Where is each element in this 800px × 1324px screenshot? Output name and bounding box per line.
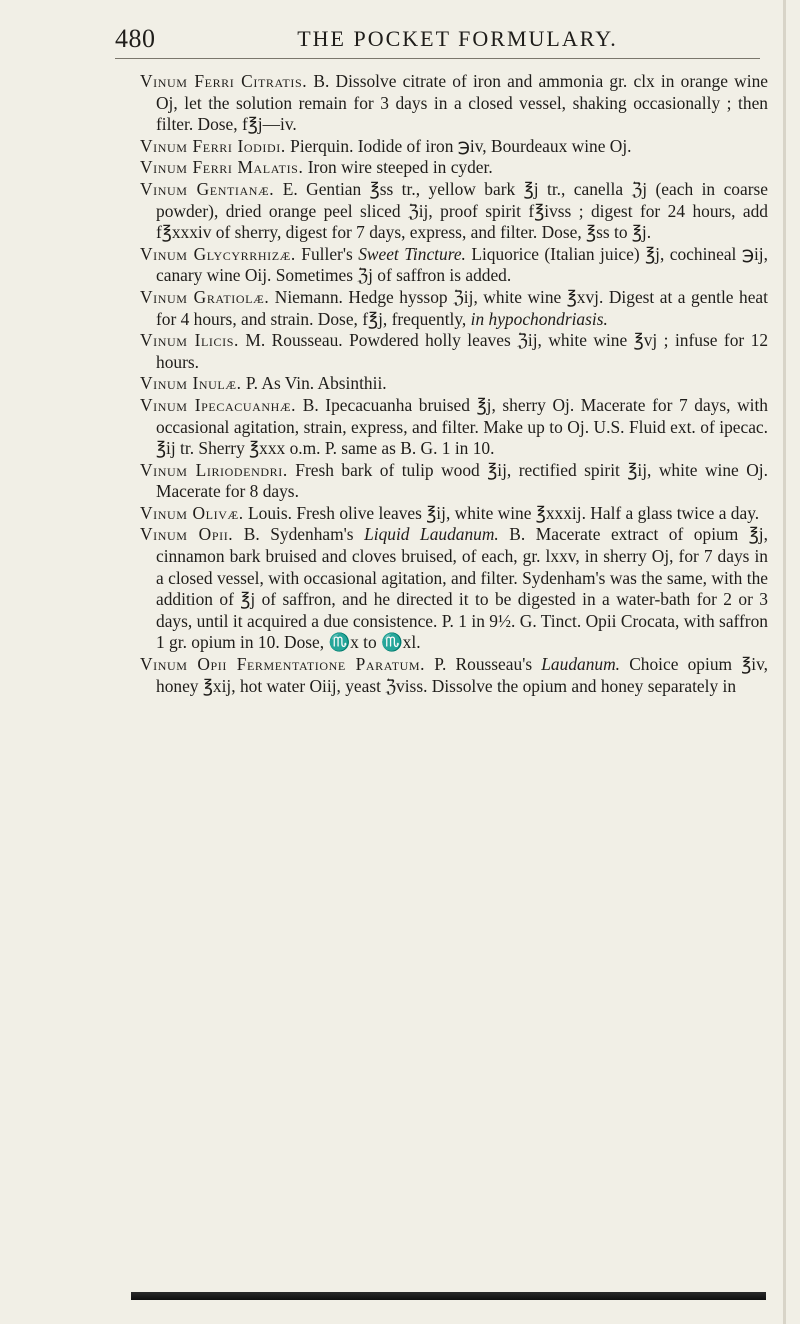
- entry-vinum-ilicis: [140, 330, 768, 373]
- entry-name: Vinum Gratiolæ.: [140, 286, 270, 307]
- entry-name: Vinum Inulæ.: [140, 373, 242, 394]
- entry-text: P. As Vin. Absinthii.: [241, 373, 387, 394]
- entry-vinum-liriodendri: [140, 460, 768, 503]
- entry-name: Vinum Opii.: [140, 524, 234, 545]
- entry-text: B. Ipecacuanha bruised ℥j, sherry Oj. Macerate for 7 days, with occasional agitation, strain, express, and filter. Make up to Oj. U.S. Fluid ext. of ipecac. ℥ij tr. Sherry ℥xxx o.m. P. same as B. G. 1 in 10.: [156, 394, 769, 459]
- entry-name: Vinum Glycyrrhizæ.: [140, 243, 296, 264]
- entry-vinum-opii: [140, 524, 768, 654]
- entry-text: B. Dissolve citrate of iron and ammonia gr. clx in orange wine Oj, let the solution remain for 3 days in a closed vessel, shaking occasionally ; then filter. Dose, f℥j—iv.: [156, 71, 768, 135]
- entry-text: Louis. Fresh olive leaves ℥ij, white wine ℥xxxij. Half a glass twice a day.: [243, 502, 760, 523]
- entry-name: Vinum Olivæ.: [140, 502, 244, 523]
- entry-italic: in hypochondriasis.: [470, 308, 608, 329]
- entry-text: E. Gentian ℥ss tr., yellow bark ℥j tr., canella ℨj (each in coarse powder), dried orange peel sliced ℨij, proof spirit f℥ivss ; digest for 24 hours, add f℥xxxiv of sherry, digest for 7 days, express, and filter. Dose, ℥ss to ℥j.: [156, 178, 768, 243]
- formulary-text: [140, 71, 768, 697]
- entry-text: P. Rousseau's: [425, 654, 542, 675]
- entry-text: Fresh bark of tulip wood ℥ij, rectified spirit ℥ij, white wine Oj. Macerate for 8 days.: [156, 459, 768, 502]
- entry-name: Vinum Gentianæ.: [140, 178, 275, 199]
- entry-text: Iron wire steeped in cyder.: [303, 157, 493, 178]
- entry-text: M. Rousseau. Powdered holly leaves ℨij, white wine ℥vj ; infuse for 12 hours.: [156, 330, 769, 372]
- running-title: THE POCKET FORMULARY.: [297, 26, 618, 51]
- entry-text-after: B. Macerate extract of opium ℥j, cinnamon bark bruised and cloves bruised, of each, gr. lxxv, in sherry Oj, for 7 days in a closed vessel, with occasional agitation, and filter. Sydenham's was the same, with the addition of ℥j of saffron, and he directed it to be digested in a water-bath for 2 or 3 days, until it acquired a due consistence. P. 1 in 9½. G. Tinct. Opii Crocata, with saffron 1 gr. opium in 10. Dose, ♏x to ♏xl.: [156, 524, 768, 653]
- entry-vinum-gratiolae: [140, 287, 768, 330]
- entry-vinum-glycyrrhizae: [140, 244, 768, 287]
- page-header: [115, 24, 760, 59]
- entry-text: Niemann. Hedge hyssop ℨij, white wine ℥xvj. Digest at a gentle heat for 4 hours, and strain. Dose, f℥j, frequently,: [156, 286, 768, 329]
- entry-italic: Sweet Tincture.: [358, 243, 466, 264]
- entry-italic: Laudanum.: [541, 654, 621, 675]
- entry-vinum-olivae: [140, 503, 768, 525]
- entry-text: Pierquin. Iodide of iron ℈iv, Bourdeaux wine Oj.: [285, 135, 632, 156]
- page-edge: [783, 0, 786, 1324]
- entry-vinum-ferri-citratis: [140, 71, 768, 136]
- entry-name: Vinum Opii Fermentatione Paratum.: [140, 654, 426, 675]
- entry-text: B. Sydenham's: [233, 524, 365, 545]
- page-number: 480: [115, 24, 156, 53]
- entry-vinum-ferri-malatis: [140, 157, 768, 179]
- entry-text: Fuller's: [295, 243, 359, 264]
- entry-vinum-inulae: [140, 373, 768, 395]
- entry-text-after: Choice opium ℥iv, honey ℥xij, hot water Oiij, yeast ℨviss. Dissolve the opium and honey separately in: [156, 654, 769, 696]
- entry-name: Vinum Ipecacuanhæ.: [140, 394, 297, 415]
- entry-name: Vinum Ilicis.: [140, 330, 239, 351]
- entry-vinum-ipecacuanhae: [140, 395, 768, 460]
- entry-italic: Liquid Laudanum.: [364, 524, 499, 545]
- entry-vinum-opii-fermentatione: [140, 654, 768, 697]
- entry-name: Vinum Ferri Citratis.: [140, 71, 308, 91]
- entry-vinum-gentianae: [140, 179, 768, 244]
- entry-name: Vinum Ferri Iodidi.: [140, 135, 286, 156]
- bottom-binding-rule: [131, 1292, 766, 1300]
- entry-name: Vinum Ferri Malatis.: [140, 157, 304, 178]
- entry-vinum-ferri-iodidi: [140, 136, 768, 158]
- entry-name: Vinum Liriodendri.: [140, 459, 288, 480]
- entry-text-after: Liquorice (Italian juice) ℥j, cochineal ℈ij, canary wine Oij. Sometimes ℨj of saffron is added.: [156, 243, 768, 286]
